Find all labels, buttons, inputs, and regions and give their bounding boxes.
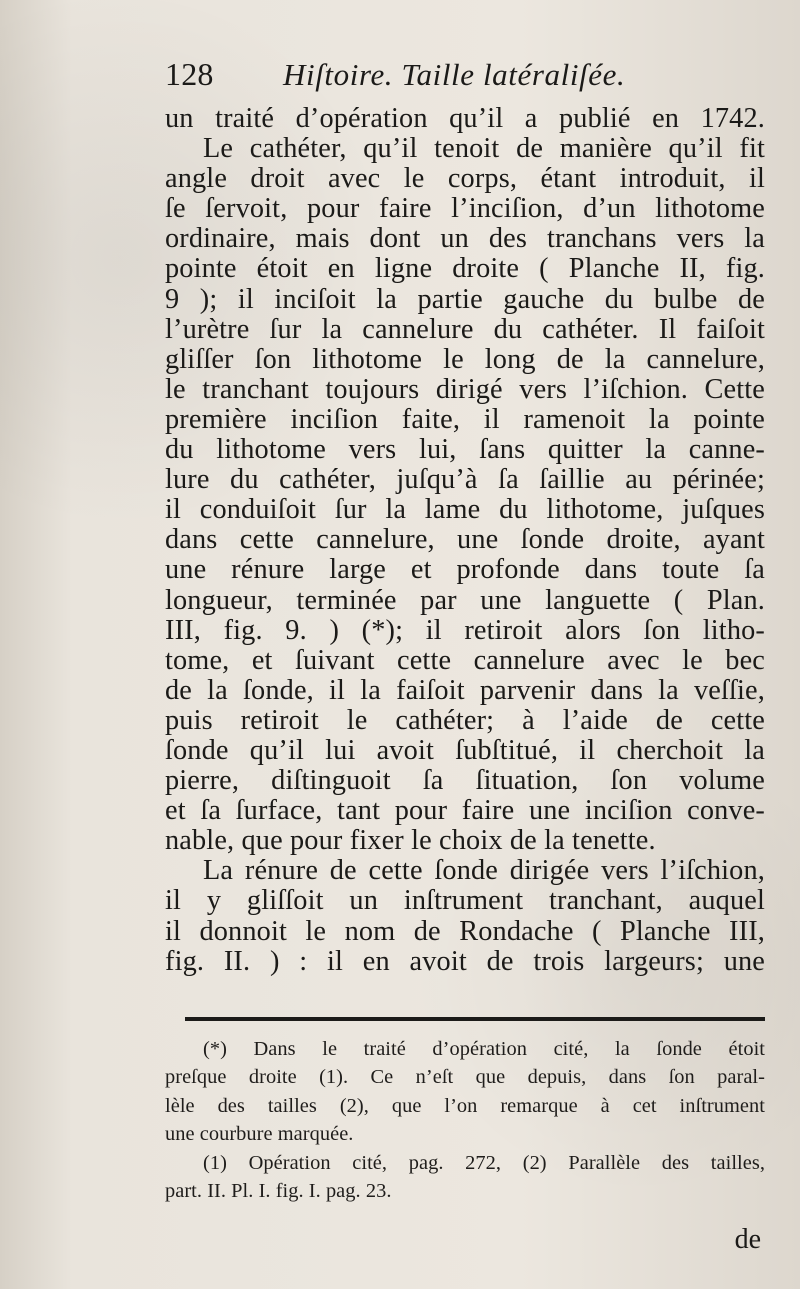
text-line: nable, que pour fixer le choix de la tenette. [165,825,656,857]
footnote-line: lèle des tailles (2), que l’on remarque à cet inſtrument [165,1094,765,1117]
text-line: tome, et ſuivant cette cannelure avec le bec [165,644,765,676]
text-line: III, fig. 9. ) (*); il retiroit alors ſon litho- [165,614,765,646]
text-line: lure du cathéter, juſqu’à ſa ſaillie au périnée; [165,464,765,496]
running-title: Hiſtoire. Taille latéraliſée. [283,57,626,92]
running-head [165,58,758,104]
text-line: Le cathéter, qu’il tenoit de manière qu’il fit [203,133,765,165]
text-line: pierre, diſtinguoit ſa ſituation, ſon volume [165,765,765,797]
footnote-line: (1) Opération cité, pag. 272, (2) Parallèle des tailles, [203,1151,765,1174]
text-line: du lithotome vers lui, ſans quitter la canne- [165,434,765,466]
text-line: ordinaire, mais dont un des tranchans vers la [165,223,765,255]
text-line: longueur, terminée par une languette ( Plan. [165,584,765,616]
text-line: puis retiroit le cathéter; à l’aide de cette [165,704,765,736]
main-text [165,104,765,977]
footnote-line: une courbure marquée. [165,1123,354,1146]
text-line: gliſſer ſon lithotome le long de la cannelure, [165,343,765,375]
text-line: angle droit avec le corps, étant introduit, il [165,163,765,195]
text-line: 9 ); il inciſoit la partie gauche du bulbe de [165,283,765,315]
text-line: dans cette cannelure, une ſonde droite, ayant [165,524,765,556]
text-line: le tranchant toujours dirigé vers l’iſchion. Cette [165,373,765,405]
text-line: il conduiſoit ſur la lame du lithotome, juſques [165,494,765,526]
text-line: ſonde qu’il lui avoit ſubſtitué, il cherchoit la [165,734,765,766]
text-line: pointe étoit en ligne droite ( Planche II, fig. [165,253,765,285]
text-line: l’urètre ſur la cannelure du cathéter. Il faiſoit [165,313,765,345]
text-line: de la ſonde, il la faiſoit parvenir dans la veſſie, [165,674,765,706]
text-line: La rénure de cette ſonde dirigée vers l’iſchion, [203,855,765,887]
text-line: il y gliſſoit un inſtrument tranchant, auquel [165,885,765,917]
text-line: et ſa ſurface, tant pour faire une inciſion conve- [165,795,765,827]
text-line: fig. II. ) : il en avoit de trois largeurs; une [165,945,765,977]
text-line: une rénure large et profonde dans toute ſa [165,554,765,586]
page-number: 128 [165,56,214,92]
footnote-line: preſque droite (1). Ce n’eſt que depuis, dans ſon paral- [165,1066,765,1089]
footnote-line: part. II. Pl. I. fig. I. pag. 23. [165,1180,392,1203]
footnotes [165,1035,765,1206]
text-line: première inciſion faite, il ramenoit la pointe [165,403,765,435]
text-line: ſe ſervoit, pour faire l’inciſion, d’un lithotome [165,193,765,225]
footnote-line: (*) Dans le traité d’opération cité, la ſonde étoit [203,1037,765,1060]
catchword: de [734,1224,761,1255]
text-line: il donnoit le nom de Rondache ( Planche III, [165,915,765,947]
text-line: un traité d’opération qu’il a publié en 1742. [165,103,765,134]
footnote-rule [185,1017,765,1021]
